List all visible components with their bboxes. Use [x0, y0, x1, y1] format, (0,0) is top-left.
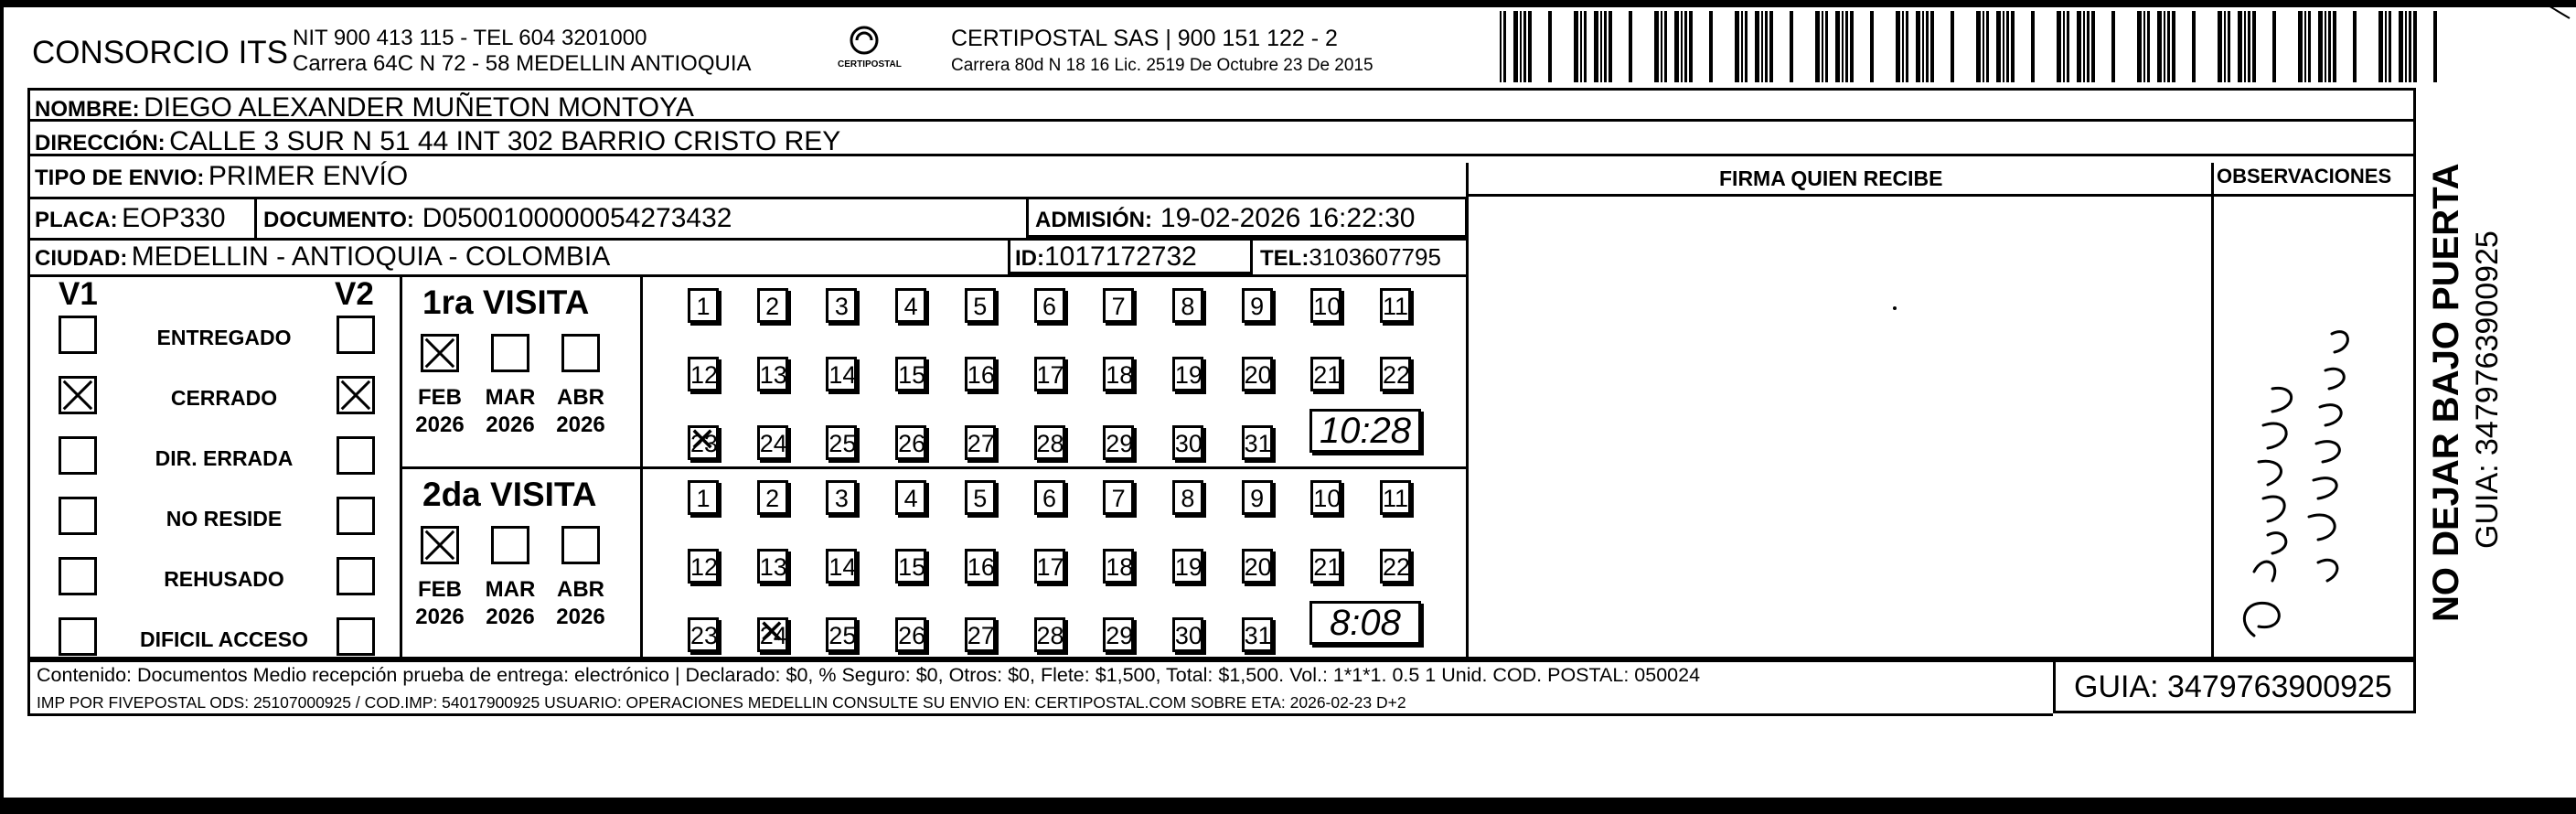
company-name: CONSORCIO ITS	[32, 35, 289, 70]
barcode-bar	[1674, 11, 1679, 82]
barcode-bar	[1609, 11, 1612, 82]
barcode-bar	[1902, 11, 1904, 82]
barcode-bar	[2164, 11, 2165, 82]
day-box-12[interactable]: 12	[688, 549, 719, 584]
barcode-bar	[1815, 11, 1820, 82]
tel-field	[1260, 245, 1441, 270]
day-box-27[interactable]: 27	[965, 617, 996, 652]
day-box-21[interactable]: 21	[1310, 357, 1341, 391]
side-guia: GUIA: 3479763900925	[2470, 230, 2505, 549]
barcode-bar	[2325, 11, 2326, 82]
barcode-bar	[2172, 11, 2175, 82]
barcode-bar	[2091, 11, 2095, 82]
id-value: 1017172732	[1044, 241, 1197, 272]
barcode-bar	[2248, 11, 2250, 82]
barcode-bar	[2405, 11, 2407, 82]
day-box-6[interactable]: 6	[1034, 480, 1065, 515]
courier-address: Carrera 80d N 18 16 Lic. 2519 De Octubre 23 De 2015	[951, 56, 1374, 75]
documento-field	[263, 205, 732, 232]
day-box-3[interactable]: 3	[826, 288, 857, 323]
day-box-17[interactable]: 17	[1034, 357, 1065, 391]
status-label: CERRADO	[170, 386, 278, 410]
barcode-bar	[2003, 11, 2004, 82]
barcode-bar	[2272, 11, 2276, 82]
day-box-2[interactable]: 2	[757, 288, 788, 323]
barcode-bar	[2353, 11, 2357, 82]
day-box-1[interactable]: 1	[688, 288, 719, 323]
month-label: MAR 2026	[485, 577, 536, 629]
certipostal-logo-text: CERTIPOSTAL	[838, 59, 902, 70]
barcode-bar	[1765, 11, 1768, 82]
barcode-bar	[1709, 11, 1713, 82]
barcode-bar	[1922, 11, 1924, 82]
barcode-bar	[2031, 11, 2035, 82]
barcode-bar	[1500, 11, 1502, 82]
v1-checkbox-dificil-acceso[interactable]	[59, 617, 97, 656]
status-label: DIR. ERRADA	[155, 446, 294, 470]
admision-value: 19-02-2026 16:22:30	[1160, 203, 1416, 233]
documento-label: DOCUMENTO:	[263, 208, 414, 232]
v1-checkbox-dir-errada[interactable]	[59, 436, 97, 475]
status-label: ENTREGADO	[156, 326, 292, 349]
barcode-bar	[2333, 11, 2336, 82]
tel-value: 3103607795	[1309, 243, 1441, 271]
placa-field	[35, 205, 226, 232]
barcode-bar	[2218, 11, 2222, 82]
day-box-20[interactable]: 20	[1242, 357, 1273, 391]
visit-time: 10:28	[1309, 409, 1421, 453]
day-box-15[interactable]: 15	[895, 357, 926, 391]
barcode-bar	[2224, 11, 2226, 82]
barcode-bar	[1983, 11, 1984, 82]
month-checkbox[interactable]	[561, 526, 600, 564]
id-label: ID:	[1015, 246, 1044, 271]
barcode-bar	[2252, 11, 2256, 82]
day-box-11[interactable]: 11	[1380, 288, 1411, 323]
barcode-bar	[1951, 11, 1954, 82]
ciudad-value: MEDELLIN - ANTIOQUIA - COLOMBIA	[131, 241, 611, 272]
v2-label: V2	[335, 276, 374, 312]
barcode-bar	[1594, 11, 1598, 82]
admision-label: ADMISIÓN:	[1035, 208, 1152, 232]
barcode-bar	[2087, 11, 2090, 82]
barcode-bar	[2167, 11, 2170, 82]
v1-label: V1	[59, 276, 98, 312]
v2-checkbox-dificil-acceso[interactable]	[337, 617, 375, 656]
barcode-bar	[1661, 11, 1662, 82]
barcode-bar	[2063, 11, 2065, 82]
nombre-label: NOMBRE:	[35, 97, 140, 122]
barcode-bar	[1916, 11, 1920, 82]
barcode-bar	[1835, 11, 1840, 82]
barcode-bar	[1664, 11, 1667, 82]
day-box-8[interactable]: 8	[1172, 480, 1203, 515]
barcode-bar	[1574, 11, 1578, 82]
firma-label: FIRMA QUIEN RECIBE	[1719, 166, 1943, 190]
day-box-10[interactable]: 10	[1310, 288, 1341, 323]
signature-dot	[1893, 306, 1897, 310]
tel-label: TEL:	[1260, 246, 1309, 271]
direccion-value: CALLE 3 SUR N 51 44 INT 302 BARRIO CRISTO REY	[169, 126, 841, 156]
barcode-bar	[1548, 11, 1552, 82]
barcode-bar	[1741, 11, 1743, 82]
barcode-bar	[1528, 11, 1532, 82]
month-checkbox[interactable]	[561, 334, 600, 372]
day-box-12[interactable]: 12	[688, 357, 719, 391]
barcode-bar	[1520, 11, 1522, 82]
day-box-22[interactable]: 22	[1380, 357, 1411, 391]
day-box-6[interactable]: 6	[1034, 288, 1065, 323]
day-box-26[interactable]: 26	[895, 425, 926, 460]
day-box-14[interactable]: 14	[826, 549, 857, 584]
tipo-value: PRIMER ENVÍO	[208, 161, 409, 191]
barcode-bar	[1850, 11, 1854, 82]
barcode-bar	[1996, 11, 2001, 82]
barcode-bar	[1769, 11, 1773, 82]
barcode-bar	[1761, 11, 1763, 82]
day-box-13[interactable]: 13	[757, 357, 788, 391]
barcode-bar	[1976, 11, 1981, 82]
day-box-19[interactable]: 19	[1172, 357, 1203, 391]
barcode-bar	[2244, 11, 2246, 82]
barcode-bar	[1930, 11, 1934, 82]
day-box-18[interactable]: 18	[1103, 357, 1134, 391]
day-box-24[interactable]: 24	[757, 425, 788, 460]
day-box-4[interactable]: 4	[895, 480, 926, 515]
day-box-17[interactable]: 17	[1034, 549, 1065, 584]
side-notice: NO DEJAR BAJO PUERTA	[2426, 163, 2466, 622]
barcode-bar	[1584, 11, 1587, 82]
day-box-26[interactable]: 26	[895, 617, 926, 652]
day-box-8[interactable]: 8	[1172, 288, 1203, 323]
day-box-3[interactable]: 3	[826, 480, 857, 515]
barcode-bar	[1825, 11, 1828, 82]
placa-value: EOP330	[122, 203, 226, 233]
barcode-bar	[1822, 11, 1823, 82]
day-box-7[interactable]: 7	[1103, 288, 1134, 323]
barcode-bar	[1906, 11, 1908, 82]
day-box-1[interactable]: 1	[688, 480, 719, 515]
barcode-bar	[2157, 11, 2162, 82]
barcode-bar	[2192, 11, 2196, 82]
observaciones-label: OBSERVACIONES	[2217, 165, 2392, 187]
day-box-4[interactable]: 4	[895, 288, 926, 323]
day-box-30[interactable]: 30	[1172, 617, 1203, 652]
visit-time: 8:08	[1309, 601, 1421, 645]
v2-checkbox-no-reside[interactable]	[337, 497, 375, 535]
tipo-label: TIPO DE ENVIO:	[35, 166, 205, 190]
nombre-field	[35, 94, 694, 122]
month-checkbox[interactable]	[421, 526, 459, 564]
day-box-24[interactable]: 24 ✕	[757, 617, 788, 652]
barcode-bar	[2083, 11, 2085, 82]
barcode-bar	[2389, 11, 2391, 82]
barcode-bar	[1845, 11, 1848, 82]
barcode-bar	[1755, 11, 1759, 82]
barcode-bar	[2137, 11, 2142, 82]
day-box-13[interactable]: 13	[757, 549, 788, 584]
day-box-5[interactable]: 5	[965, 288, 996, 323]
v2-checkbox-rehusado[interactable]	[337, 557, 375, 595]
day-box-5[interactable]: 5	[965, 480, 996, 515]
day-box-31[interactable]: 31	[1242, 425, 1273, 460]
barcode-bar	[1600, 11, 1602, 82]
nombre-value: DIEGO ALEXANDER MUÑETON MONTOYA	[144, 92, 694, 123]
day-box-11[interactable]: 11	[1380, 480, 1411, 515]
documento-value: D0500100000054273432	[422, 203, 732, 233]
left-border	[0, 0, 4, 814]
day-box-28[interactable]: 28	[1034, 617, 1065, 652]
barcode-bar	[2413, 11, 2417, 82]
day-box-22[interactable]: 22	[1380, 549, 1411, 584]
month-checkbox[interactable]	[491, 334, 529, 372]
barcode-bar	[1745, 11, 1748, 82]
day-box-23[interactable]: 23 ✕	[688, 425, 719, 460]
barcode-bar	[2308, 11, 2311, 82]
direccion-field	[35, 128, 840, 155]
day-box-21[interactable]: 21	[1310, 549, 1341, 584]
barcode-bar	[1870, 11, 1874, 82]
barcode-bar	[2328, 11, 2331, 82]
barcode-bar	[1523, 11, 1526, 82]
barcode-bar	[1735, 11, 1739, 82]
ciudad-label: CIUDAD:	[35, 246, 128, 271]
ciudad-field	[35, 243, 610, 271]
placa-label: PLACA:	[35, 208, 118, 232]
barcode-bar	[1513, 11, 1518, 82]
barcode-bar	[2399, 11, 2403, 82]
top-border	[0, 0, 2576, 7]
day-box-7[interactable]: 7	[1103, 480, 1134, 515]
status-label: NO RESIDE	[166, 507, 283, 530]
month-label: FEB 2026	[415, 385, 465, 437]
barcode-bar	[1689, 11, 1693, 82]
barcode-bar	[2057, 11, 2061, 82]
day-box-25[interactable]: 25	[826, 425, 857, 460]
month-label: ABR 2026	[556, 385, 605, 437]
barcode-bar	[1926, 11, 1929, 82]
barcode-bar	[1986, 11, 1989, 82]
v1-checkbox-cerrado[interactable]	[59, 376, 97, 414]
barcode-bar	[1896, 11, 1900, 82]
day-box-18[interactable]: 18	[1103, 549, 1134, 584]
handwritten-observation	[2218, 297, 2364, 645]
barcode-bar	[2147, 11, 2150, 82]
v1-checkbox-rehusado[interactable]	[59, 557, 97, 595]
id-field	[1015, 243, 1197, 271]
month-label: ABR 2026	[556, 577, 605, 629]
barcode-bar	[1604, 11, 1607, 82]
bottom-border	[0, 798, 2576, 814]
day-box-2[interactable]: 2	[757, 480, 788, 515]
corner-mark	[2542, 0, 2576, 27]
footer-guia: GUIA: 3479763900925	[2074, 669, 2392, 704]
v2-checkbox-cerrado[interactable]	[337, 376, 375, 414]
day-box-14[interactable]: 14	[826, 357, 857, 391]
month-checkbox[interactable]	[421, 334, 459, 372]
status-label: REHUSADO	[164, 567, 284, 591]
company-address: Carrera 64C N 72 - 58 MEDELLIN ANTIOQUIA	[293, 51, 752, 76]
day-box-28[interactable]: 28	[1034, 425, 1065, 460]
certipostal-logo	[832, 24, 902, 79]
day-box-9[interactable]: 9	[1242, 480, 1273, 515]
day-box-25[interactable]: 25	[826, 617, 857, 652]
barcode-bar	[2433, 11, 2437, 82]
barcode-bar	[2318, 11, 2323, 82]
direccion-label: DIRECCIÓN:	[35, 131, 166, 155]
barcode	[1500, 11, 2442, 82]
footer-contenido: Contenido: Documentos Medio recepción prueba de entrega: electrónico | Declarado: $0, % Seguro: $0, Otros: $0, Flete: $1,500, Total: $1,500. Vol.: 1*1*1. 0.5 1 Unid. COD. POSTAL: 050024	[37, 664, 1701, 686]
day-box-31[interactable]: 31	[1242, 617, 1273, 652]
barcode-bar	[2143, 11, 2145, 82]
courier-line: CERTIPOSTAL SAS | 900 151 122 - 2	[951, 26, 1338, 51]
day-box-10[interactable]: 10	[1310, 480, 1341, 515]
day-box-20[interactable]: 20	[1242, 549, 1273, 584]
v1-checkbox-no-reside[interactable]	[59, 497, 97, 535]
barcode-bar	[1790, 11, 1793, 82]
barcode-bar	[1842, 11, 1844, 82]
month-label: FEB 2026	[415, 577, 465, 629]
barcode-bar	[1629, 11, 1632, 82]
barcode-bar	[2298, 11, 2303, 82]
day-box-19[interactable]: 19	[1172, 549, 1203, 584]
barcode-bar	[2378, 11, 2383, 82]
barcode-bar	[2006, 11, 2009, 82]
barcode-bar	[2011, 11, 2015, 82]
v2-checkbox-entregado[interactable]	[337, 316, 375, 354]
barcode-bar	[1503, 11, 1506, 82]
status-label: DIFICIL ACCESO	[139, 627, 308, 651]
day-box-23[interactable]: 23	[688, 617, 719, 652]
visit1-title: 1ra VISITA	[422, 284, 590, 321]
barcode-bar	[2077, 11, 2081, 82]
barcode-bar	[1681, 11, 1683, 82]
visit2-title: 2da VISITA	[422, 476, 597, 513]
barcode-bar	[2111, 11, 2115, 82]
barcode-bar	[2304, 11, 2306, 82]
barcode-bar	[2228, 11, 2230, 82]
day-box-27[interactable]: 27	[965, 425, 996, 460]
admision-field	[1035, 205, 1415, 232]
v2-checkbox-dir-errada[interactable]	[337, 436, 375, 475]
v1-checkbox-entregado[interactable]	[59, 316, 97, 354]
day-box-16[interactable]: 16	[965, 357, 996, 391]
barcode-bar	[1654, 11, 1659, 82]
day-box-9[interactable]: 9	[1242, 288, 1273, 323]
barcode-bar	[2238, 11, 2242, 82]
barcode-bar	[1580, 11, 1582, 82]
barcode-bar	[2409, 11, 2411, 82]
company-nit: NIT 900 413 115 - TEL 604 3201000	[293, 26, 647, 50]
day-box-29[interactable]: 29	[1103, 425, 1134, 460]
day-box-30[interactable]: 30	[1172, 425, 1203, 460]
month-label: MAR 2026	[485, 385, 536, 437]
barcode-bar	[2067, 11, 2069, 82]
barcode-bar	[2385, 11, 2387, 82]
day-box-16[interactable]: 16	[965, 549, 996, 584]
barcode-bar	[1684, 11, 1687, 82]
day-box-15[interactable]: 15	[895, 549, 926, 584]
month-checkbox[interactable]	[491, 526, 529, 564]
footer-imp: IMP POR FIVEPOSTAL ODS: 25107000925 / COD.IMP: 54017900925 USUARIO: OPERACIONES MEDELLIN CONSULTE SU ENVIO EN: CERTIPOSTAL.COM SOBRE ETA: 2026-02-23 D+2	[37, 693, 1406, 712]
day-box-29[interactable]: 29	[1103, 617, 1134, 652]
tipo-field	[35, 163, 408, 190]
